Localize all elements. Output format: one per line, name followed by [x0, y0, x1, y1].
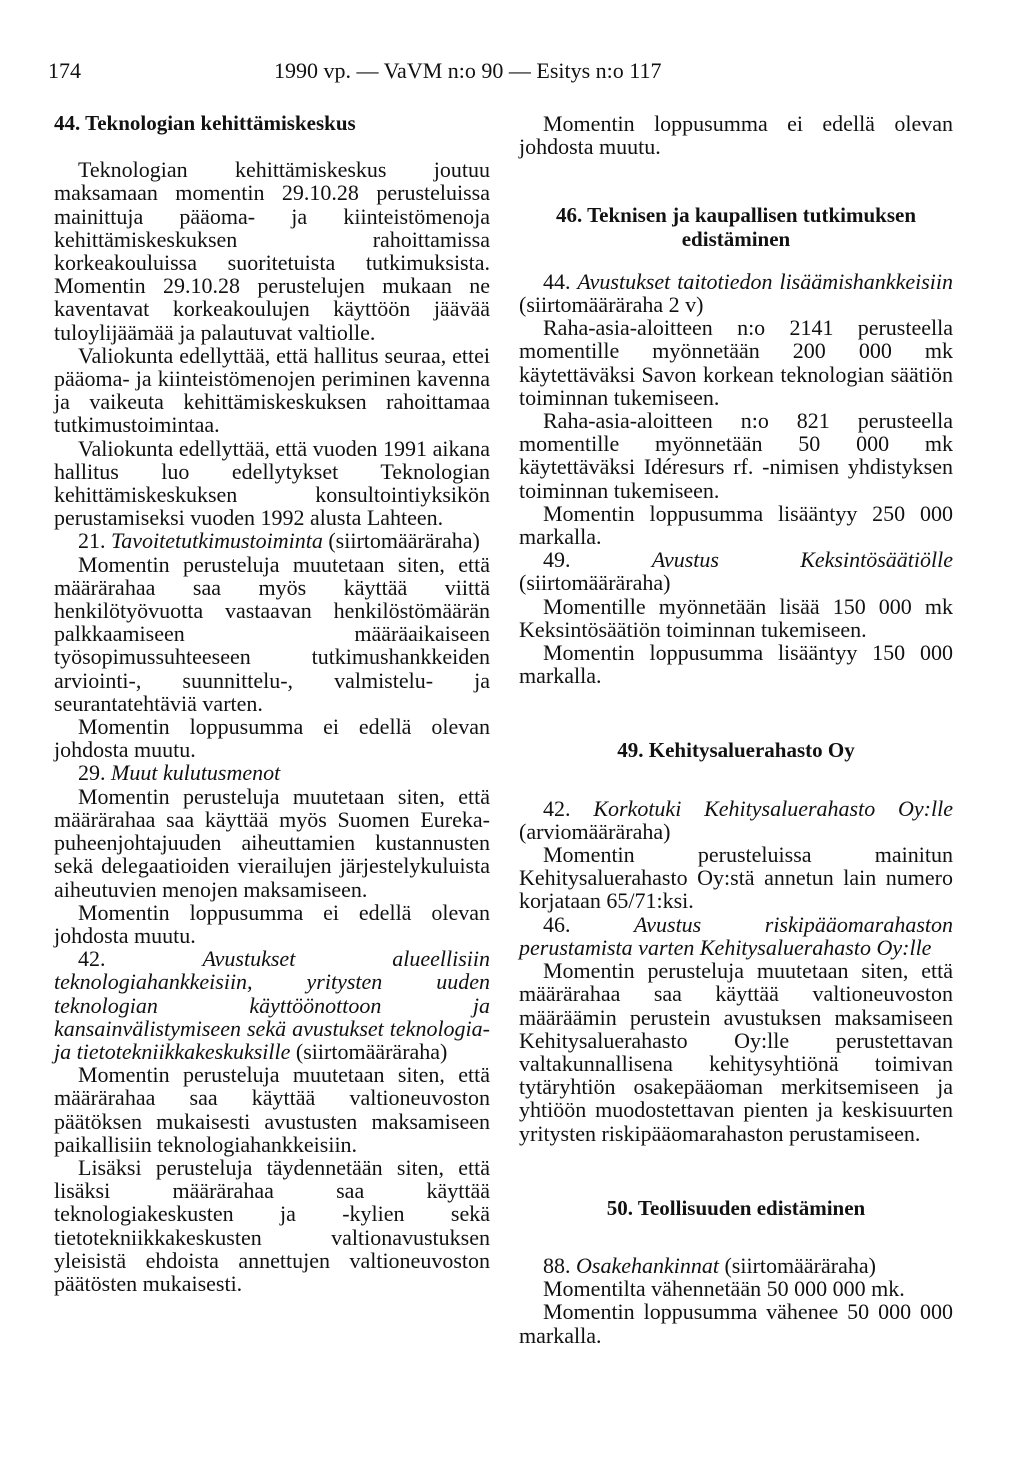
moment-type: (siirtomääräraha) — [328, 528, 480, 554]
paragraph: Momentin loppusumma lisääntyy 150 000 markalla. — [519, 640, 953, 689]
section-46-heading: 46. Teknisen ja kaupallisen tutkimuksen edistäminen — [555, 203, 917, 251]
paragraph: Momentin loppusumma ei edellä olevan johdosta muutu. — [54, 714, 490, 763]
moment-88-heading — [519, 1254, 953, 1277]
moment-number: 46. — [543, 911, 571, 937]
section-44-heading: 44. Teknologian kehittämiskeskus — [54, 111, 356, 135]
moment-number: 42. — [543, 795, 571, 821]
paragraph: Momentin perusteluja muutetaan siten, että määrärahaa saa myös käyttää viittä henkilötyövuotta vastaavan henkilöstömäärän palkkaamiseen määräaikaiseen työsopimussuhteeseen tutkimushankkeiden arviointi-, suunnittelu-, valmistelu- ja seurantatehtäviä varten. — [54, 551, 490, 716]
paragraph: Teknologian kehittämiskeskus joutuu maksamaan momentin 29.10.28 perusteluissa mainittuja pääoma- ja kiinteistömenoja kehittämiskeskuksen rahoittamissa korkeakouluissa suoritetuista tutkimuksista. Momentin 29.10.28 perustelujen mukaan ne kaventavat korkeakoulujen käyttöön jäävää tuloylijäämää ja palautuvat valtiolle. — [54, 157, 490, 345]
paragraph: Momentin perusteluja muutetaan siten, että määrärahaa saa käyttää valtioneuvoston määräämin perustein avustuksen maksamiseen Kehitysaluerahasto Oy:lle perustettavan valtakunnallisena kehitysyhtiönä toimivan tytäryhtiön osakepääoman merkitsemiseen ja yhtiöön muodostettavan pienten ja keskisuurten yritysten riskipääomarahaston perustamiseen. — [519, 958, 953, 1146]
moment-title: Avustus Keksintösäätiölle — [651, 547, 953, 573]
section-49-heading: 49. Kehitysaluerahasto Oy — [617, 738, 855, 763]
moment-type: (siirtomääräraha) — [519, 570, 671, 596]
moment-46-heading — [519, 913, 953, 959]
running-head: 1990 vp. — VaVM n:o 90 — Esitys n:o 117 — [274, 58, 662, 83]
moment-title: Osakehankinnat — [576, 1252, 719, 1278]
paragraph: Momentin perusteluissa mainitun Kehitysaluerahasto Oy:stä annetun lain numero korjataan 65/71:ksi. — [519, 842, 953, 914]
moment-title: Avustus riskipääomarahaston perustamista varten Kehitysaluerahasto Oy:lle — [519, 911, 953, 960]
moment-29-heading — [54, 761, 490, 784]
moment-21-heading — [54, 529, 490, 552]
moment-42-heading — [519, 797, 953, 843]
moment-number: 88. — [543, 1252, 571, 1278]
paragraph: Raha-asia-aloitteen n:o 821 perusteella momentille myönnetään 50 000 mk käytettäväksi Idéresurs rf. -nimisen yhdistyksen toiminnan tukemiseen. — [519, 408, 953, 503]
moment-title: Avustukset taitotiedon lisäämishankkeisiin — [577, 268, 953, 294]
paragraph: Momentilta vähennetään 50 000 000 mk. — [543, 1276, 905, 1302]
left-column — [54, 112, 490, 1295]
moment-42-heading — [54, 947, 490, 1063]
paragraph: Momentin loppusumma ei edellä olevan johdosta muutu. — [519, 111, 953, 160]
paragraph: Lisäksi perusteluja täydennetään siten, että lisäksi määrärahaa saa käyttää teknologiakeskusten ja -kylien sekä tietotekniikkakeskusten valtionavustuksen yleisistä ehdoista annettujen valtioneuvoston päätösten mukaisesti. — [54, 1154, 490, 1296]
page-header — [48, 58, 948, 98]
paragraph: Momentin loppusumma lisääntyy 250 000 markalla. — [519, 500, 953, 550]
moment-44-heading — [519, 270, 953, 316]
moment-title: Avustukset alueellisiin teknologiahankkeisiin, yritysten uuden teknologian käyttöönottoon ja kansainvälistymiseen sekä avustukset teknologia- ja tietotekniikkakeskuksille — [54, 946, 490, 1064]
moment-type: (siirtomääräraha 2 v) — [519, 292, 704, 318]
paragraph: Momentille myönnetään lisää 150 000 mk Keksintösäätiön toiminnan tukemiseen. — [519, 593, 953, 642]
moment-number: 49. — [543, 547, 571, 573]
moment-title: Tavoitetutkimustoiminta — [111, 528, 323, 554]
page-number: 174 — [48, 58, 81, 83]
paragraph: Momentin loppusumma vähenee 50 000 000 markalla. — [519, 1299, 953, 1348]
moment-type: (siirtomääräraha) — [295, 1038, 448, 1064]
moment-number: 44. — [543, 268, 571, 294]
moment-type: (arviomääräraha) — [519, 818, 671, 844]
moment-number: 29. — [78, 760, 106, 786]
moment-title: Muut kulutusmenot — [111, 760, 281, 786]
paragraph: Raha-asia-aloitteen n:o 2141 perusteella momentille myönnetään 200 000 mk käytettäväksi Savon korkean teknologian säätiön toiminnan tukemiseen. — [519, 315, 953, 410]
section-50-heading: 50. Teollisuuden edistäminen — [606, 1195, 866, 1220]
moment-number: 42. — [78, 946, 106, 972]
moment-49-heading — [519, 548, 953, 594]
moment-type: (siirtomääräraha) — [724, 1252, 876, 1278]
paragraph: Momentin loppusumma ei edellä olevan johdosta muutu. — [54, 899, 490, 948]
paragraph: Valiokunta edellyttää, että hallitus seuraa, ettei pääoma- ja kiinteistömenojen periminen kavenna ja vaikeuta kehittämiskeskuksen rahoittamaa tutkimustoimintaa. — [54, 342, 490, 438]
paragraph: Momentin perusteluja muutetaan siten, että määrärahaa saa käyttää valtioneuvoston päätöksen mukaisesti avustusten maksamiseen paikallisiin teknologiahankkeisiin. — [54, 1062, 490, 1157]
paragraph: Valiokunta edellyttää, että vuoden 1991 aikana hallitus luo edellytykset Teknologian kehittämiskeskuksen konsultointiyksikön perustamiseksi vuoden 1992 alusta Lahteen. — [54, 435, 490, 531]
moment-title: Korkotuki Kehitysaluerahasto Oy:lle — [593, 795, 953, 821]
paragraph: Momentin perusteluja muutetaan siten, että määrärahaa saa käyttää myös Suomen Eureka-puheenjohtajuuden aiheuttamien kustannusten sekä delegaatioiden vierailujen järjestelykuluista aiheutuvien menojen maksamiseen. — [54, 783, 490, 902]
right-column — [519, 112, 953, 1347]
moment-number: 21. — [78, 528, 106, 554]
